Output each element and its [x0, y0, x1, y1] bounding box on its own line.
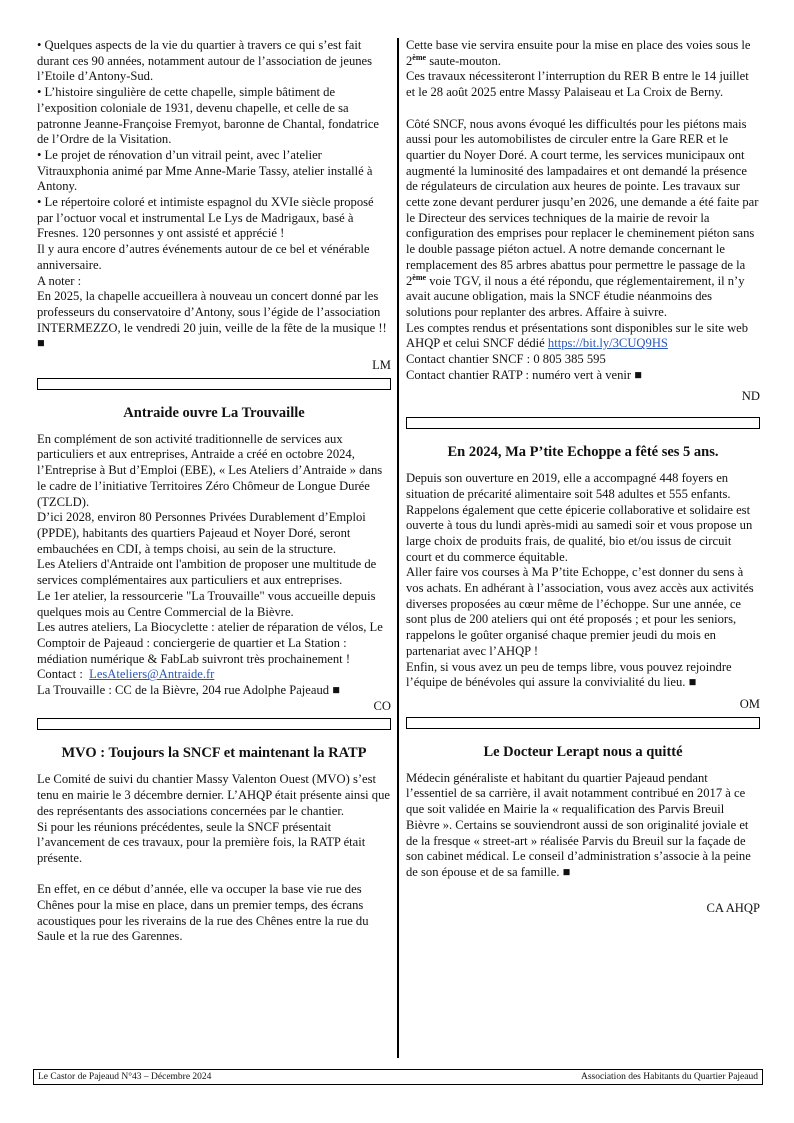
- mvo-article: [37, 744, 391, 945]
- article-title: En 2024, Ma P’tite Echoppe a fêté ses 5 ans.: [447, 444, 719, 461]
- paragraph: Ces travaux nécessiteront l’interruption du RER B entre le 14 juillet et le 28 août 2025 entre Massy Palaiseau et La Croix de Berny.: [406, 69, 749, 100]
- paragraph: [406, 38, 760, 69]
- mvo-article-continued: [406, 38, 760, 405]
- text-run: voie TGV, il nous a été répondu, que réglementairement, il n’y avait aucune obligation, mais la SNCF étudie néanmoins des solutions pour replanter des arbres. Affaire à suivre.: [406, 273, 745, 319]
- contact-email-link[interactable]: LesAteliers@Antraide.fr: [89, 667, 215, 682]
- intro-line: • Le projet de rénovation d’un vitrail peint, avec l’atelier Vitrauxphonia animé par Mme Anne-Marie Tassy, atelier installé à Antony.: [37, 147, 373, 194]
- footer-association: Association des Habitants du Quartier Pajeaud: [580, 1072, 758, 1082]
- intro-line: A noter :: [37, 273, 82, 288]
- paragraph: Enfin, si vous avez un peu de temps libre, vous pouvez rejoindre l’équipe de bénévoles qui assure la convivialité du lieu. ■: [406, 659, 732, 690]
- sncf-link[interactable]: https://bit.ly/3CUQ9HS: [547, 336, 668, 351]
- paragraph: Le Comité de suivi du chantier Massy Valenton Ouest (MVO) s’est tenu en mairie le 3 décembre dernier. L’AHQP était présente ainsi que des représentants des associations concernées par le chantier.: [37, 772, 390, 818]
- paragraph: En effet, en ce début d’année, elle va occuper la base vie rue des Chênes pour la mise en place, dans un premier temps, des écrans acoustiques pour les riverains de la rue des Chênes entre la rue du Saule et la rue des Garennes.: [37, 882, 369, 944]
- text-run: saute-mouton.: [426, 53, 501, 68]
- text-run: Cette base vie servira ensuite pour la mise en place des voies sous le 2: [406, 38, 751, 68]
- intro-line: Il y aura encore d’autres événements autour de ce bel et vénérable anniversaire.: [37, 242, 370, 272]
- contact-line: [37, 667, 391, 683]
- page-footer: [33, 1069, 763, 1085]
- author-signature: ND: [741, 389, 760, 404]
- intro-line: • L’histoire singulière de cette chapelle, simple bâtiment de l’exposition coloniale de 1931, devenu chapelle, et celle de sa patronne Jeanne-Françoise Fremyot, baronne de Chantal, fondatrice de l’Ordre de la Visitation.: [37, 85, 380, 147]
- paragraph: Rappelons également que cette épicerie collaborative et solidaire est ouverte à tous du lundi après-midi au samedi soir et vous propose un large choix de produits frais, de qualité, bio et/ou issus de circuit court et du commerce équitable.: [406, 502, 753, 564]
- footer-issue: Le Castor de Pajeaud N°43 – Décembre 2024: [38, 1072, 212, 1082]
- paragraph: Si pour les réunions précédentes, seule la SNCF présentait l’avancement de ces travaux, pour la première fois, la RATP était présente.: [37, 819, 366, 865]
- superscript: ème: [412, 272, 427, 282]
- paragraph: [406, 321, 760, 352]
- author-signature: CO: [373, 698, 391, 713]
- text-run: Côté SNCF, nous avons évoqué les difficultés pour les piétons mais aussi pour les automobilistes de circuler entre la Gare RER et le quartier du Noyer Doré. A court terme, les services municipaux ont augmenté la luminosité des lampadaires et ont demandé la présence de régulateurs de circulation aux heures de pointe. Les travaux sur cette zone devant perdurer jusqu’en 2026, une demande a été faite par le Directeur des services techniques de la mairie de revoir la configuration des emprises pour replacer le cheminement piéton sans le double passage piéton actuel. A notre demande concernant le remplacement des 85 arbres abattus pour permettre le passage de la 2: [406, 116, 759, 288]
- article-title: Antraide ouvre La Trouvaille: [123, 404, 305, 421]
- address-line: La Trouvaille : CC de la Bièvre, 204 rue Adolphe Pajeaud ■: [37, 683, 340, 698]
- echoppe-article: [406, 443, 760, 713]
- paragraph: Depuis son ouverture en 2019, elle a accompagné 448 foyers en situation de précarité alimentaire soit 548 adultes et 555 enfants.: [406, 471, 731, 501]
- superscript: ème: [412, 52, 427, 62]
- paragraph: En complément de son activité traditionnelle de services aux particuliers et aux entreprises, Antraide a créé en octobre 2024, l’Entreprise à But d’Emploi (EBE), « Les Ateliers d’Antraide » dans le cadre de l’initiative Territoires Zéro Chômeur de Longue Durée (TZCLD).: [37, 431, 383, 509]
- paragraph: D’ici 2028, environ 80 Personnes Privées Durablement d’Emploi (PPDE), habitants des quartiers Pajeaud et Noyer Doré, seront embauchées en CDI, à temps choisi, au sein de la structure.: [37, 510, 366, 556]
- intro-line: • Quelques aspects de la vie du quartier à travers ce qui s’est fait durant ces 90 années, notamment autour de l’association de jeunes l’Etoile d’Antony-Sud.: [37, 38, 373, 84]
- section-separator: [406, 417, 760, 429]
- right-column: [406, 38, 760, 916]
- paragraph: Les autres ateliers, La Biocyclette : atelier de réparation de vélos, Le Comptoir de Pajeaud : conciergerie de quartier et La Station : médiation numérique & FabLab suivront très prochainement !: [37, 620, 383, 666]
- intro-line: En 2025, la chapelle accueillera à nouveau un concert donné par les professeurs du conservatoire d’Antony, sous l’égide de l’association INTERMEZZO, le vendredi 20 juin, veille de la fête de la musique !! ■: [37, 289, 387, 351]
- contact-label: Contact :: [37, 667, 83, 682]
- paragraph: Le 1er atelier, la ressourcerie "La Trouvaille" vous accueille depuis quelques mois au Centre Commercial de la Bièvre.: [37, 588, 376, 619]
- paragraph: Les Ateliers d'Antraide ont l'ambition de proposer une multitude de services complémentaires aux particuliers et aux entreprises.: [37, 557, 377, 588]
- trouvaille-article: [37, 404, 391, 715]
- author-signature: CA AHQP: [706, 900, 760, 915]
- author-signature: OM: [739, 697, 760, 711]
- intro-line: • Le répertoire coloré et intimiste espagnol du XVIe siècle proposé par l’octuor vocal et instrumental Le Lys de Madrigaux, basé à Fresnes. 120 personnes y ont assisté et apprécié !: [37, 195, 374, 241]
- section-separator: [37, 378, 391, 390]
- column-divider: [397, 38, 399, 1058]
- left-column: [37, 38, 391, 945]
- intro-article: [37, 38, 391, 374]
- contact-ratp: Contact chantier RATP : numéro vert à venir ■: [406, 367, 642, 382]
- author-signature: LM: [372, 358, 391, 373]
- paragraph: Médecin généraliste et habitant du quartier Pajeaud pendant l’essentiel de sa carrière, il avait notamment contribué en 2017 à ce que soit validée en Mairie la « requalification des Parvis Breuil Bièvre ». Certains se souviendront aussi de son originalité joviale et de la fresque « street-art » réalisée Parvis du Breuil sur la façade de son cabinet médical. Le conseil d’administration s’associe à la peine de son épouse et de sa famille. ■: [406, 770, 751, 879]
- text-run: Les comptes rendus et présentations sont disponibles sur le site web AHQP et celui SNCF dédié: [406, 320, 749, 351]
- article-title: Le Docteur Lerapt nous a quitté: [483, 743, 683, 760]
- lerapt-article: [406, 743, 760, 917]
- section-separator: [406, 717, 760, 729]
- paragraph: Aller faire vos courses à Ma P’tite Echoppe, c’est donner du sens à vos achats. En adhérant à l’association, vous avez accès aux activités diverses proposées au cœur même de l’échoppe. Sur une année, ce sont plus de 200 ateliers qui ont été proposés ; et pour les seniors, rappelons le goûter organisé chaque premier jeudi du mois en partenariat avec l’AHQP !: [406, 565, 754, 658]
- paragraph: [406, 117, 760, 321]
- article-title: MVO : Toujours la SNCF et maintenant la RATP: [61, 745, 367, 762]
- contact-sncf: Contact chantier SNCF : 0 805 385 595: [406, 352, 606, 367]
- section-separator: [37, 718, 391, 730]
